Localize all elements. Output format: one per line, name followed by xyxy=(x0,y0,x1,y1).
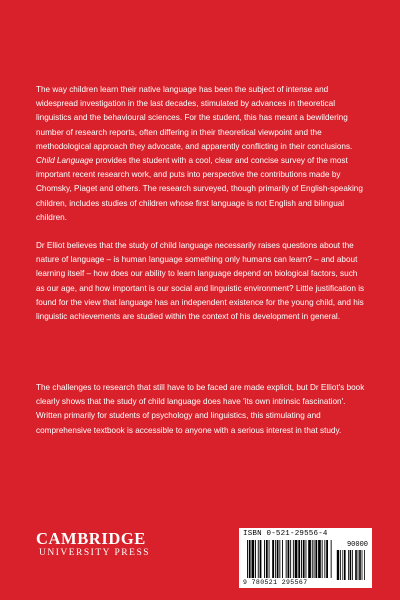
addon-bar xyxy=(350,550,352,580)
barcode-bar xyxy=(303,540,305,578)
barcode-bar xyxy=(308,540,311,578)
addon-bar xyxy=(358,550,359,580)
barcode-bar xyxy=(264,540,265,578)
barcode-bar xyxy=(324,540,325,578)
barcode-bar xyxy=(306,540,307,578)
barcode-bar xyxy=(272,540,274,578)
barcode-bar xyxy=(247,540,248,578)
barcode-bar xyxy=(318,540,321,578)
barcode-bar xyxy=(275,540,276,578)
addon-bar xyxy=(340,550,341,580)
barcode xyxy=(239,528,372,588)
barcode-bar xyxy=(266,540,268,578)
barcode-bar xyxy=(260,540,262,578)
addon-bar xyxy=(364,550,365,580)
barcode-bar xyxy=(298,540,300,578)
barcode-bar xyxy=(322,540,323,578)
description-paragraph-2 xyxy=(36,239,368,324)
addon-bar xyxy=(352,550,353,580)
barcode-bar xyxy=(288,540,290,578)
barcode-bar xyxy=(255,540,256,578)
paragraph-1-text-a: The way children learn their native language has been the subject of intense and widespread investigation in the last decades, stimulated by advances in theoretical linguistics and the behavioural sciences. For the student, this has meant a bewildering number of research reports, often differing in their theoretical viewpoint and the methodological approach they advocate, and apparently conflicting in their conclusions. xyxy=(36,85,353,151)
addon-bar xyxy=(355,550,357,580)
barcode-bar xyxy=(315,540,317,578)
barcode-bar xyxy=(258,540,259,578)
addon-bar xyxy=(362,550,363,580)
addon-bar xyxy=(337,550,339,580)
addon-bar xyxy=(344,550,346,580)
barcode-bar xyxy=(326,540,328,578)
barcode-bar xyxy=(293,540,294,578)
barcode-bar xyxy=(286,540,287,578)
description-paragraph-3 xyxy=(36,381,368,438)
book-title-italic: Child Language xyxy=(36,156,94,166)
addon-bar xyxy=(342,550,343,580)
barcode-bar xyxy=(312,540,313,578)
barcode-bar xyxy=(277,540,279,578)
barcode-bar xyxy=(282,540,283,578)
barcode-bar xyxy=(249,540,251,578)
ean-digits: 9 780521 295567 xyxy=(243,579,308,586)
barcode-bar xyxy=(331,540,332,578)
publisher-name: CAMBRIDGE xyxy=(36,529,146,548)
addon-bar xyxy=(359,550,361,580)
price-code: 90000 xyxy=(346,541,368,549)
description-paragraph-1 xyxy=(36,83,368,225)
publisher-logo xyxy=(36,530,166,559)
barcode-bar xyxy=(290,540,291,578)
barcode-bar xyxy=(301,540,302,578)
publisher-subname: UNIVERSITY PRESS xyxy=(39,548,151,558)
paragraph-3-text: The challenges to research that still have to be faced are made explicit, but Dr Elliot's book clearly shows that the study of child language does have 'its own intrinsic fascination'. Written primarily for students of psychology and linguistics, this stimulating and comprehensive textbook is accessible to anyone with a serious interest in that study. xyxy=(36,383,365,435)
barcode-bar xyxy=(279,540,280,578)
addon-bar xyxy=(348,550,349,580)
barcode-bar xyxy=(295,540,298,578)
paragraph-2-text: Dr Elliot believes that the study of child language necessarily raises questions about the nature of language – is human language something only humans can learn? – and about learning itself – how does our ability to learn language depend on biological factors, such as our age, and how important is our social and linguistic environment? Little justification is found for the view that language has an independent existence for the young child, and his linguistic achievements are studied within the context of his development in general. xyxy=(36,241,365,322)
paragraph-1-text-b: provides the student with a cool, clear and concise survey of the most important recent research work, and puts into perspective the contributions made by Chomsky, Piaget and others. The research surveyed, though primarily of English-speaking children, includes studies of children whose first language is not English and bilingual children. xyxy=(36,156,363,222)
isbn-text: ISBN 0-521-29556-4 xyxy=(243,530,328,538)
barcode-bar xyxy=(252,540,255,578)
barcode-bar xyxy=(269,540,270,578)
barcode-bar xyxy=(314,540,315,578)
